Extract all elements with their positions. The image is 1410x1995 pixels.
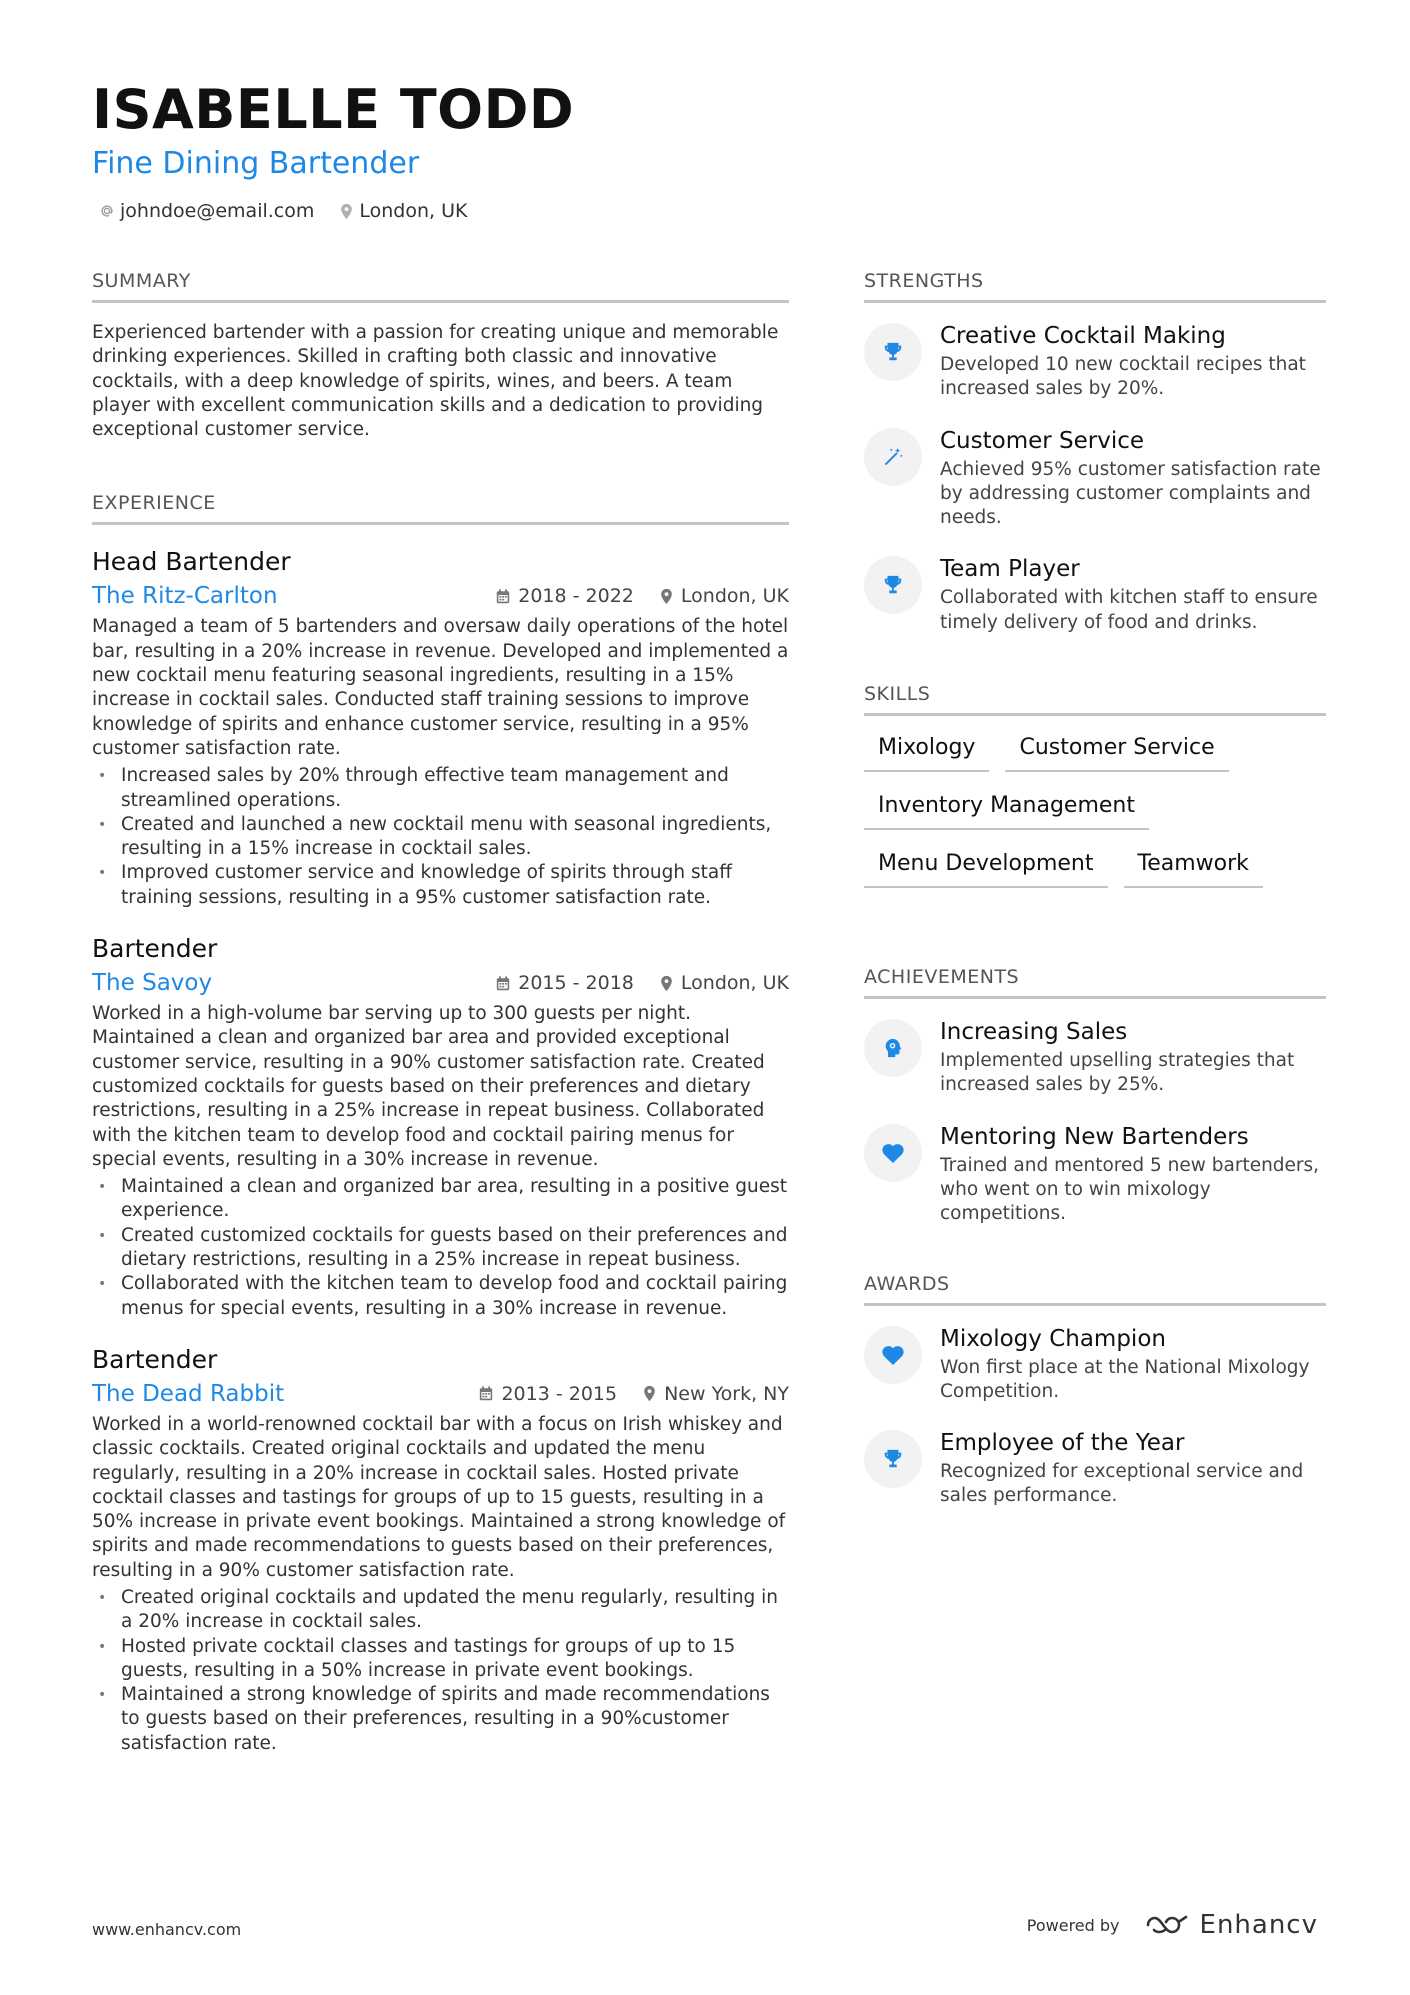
- enhancv-logo-icon: [1144, 1913, 1190, 1937]
- job-entry: [92, 932, 789, 1321]
- job-location: New York, NY: [643, 1383, 789, 1405]
- experience-heading: EXPERIENCE: [92, 490, 789, 525]
- award-title: Mixology Champion: [940, 1325, 1166, 1352]
- strength-item: [864, 554, 1326, 635]
- achievement-item: [864, 1122, 1326, 1227]
- job-title: Head Bartender: [92, 547, 291, 577]
- job-location: London, UK: [660, 972, 789, 994]
- trophy-icon: [864, 1430, 922, 1488]
- right-column: [864, 268, 1326, 1509]
- skill-tag: Mixology: [864, 728, 989, 772]
- awards-section: [864, 1271, 1326, 1509]
- strength-item: [864, 426, 1326, 531]
- summary-text: Experienced bartender with a passion for creating unique and memorable drinking experiences. Skilled in crafting both classic and innovative cocktails, with a deep knowledge of spirits, wines, and beers. A team player with excellent communication skills and a dedication to providing exceptional customer service.: [92, 322, 779, 441]
- at-icon: [100, 204, 114, 218]
- bullet-item: • Hosted private cocktail classes and tastings for groups of up to 15 guests, resulting in a 50% increase in private event bookings.: [92, 1635, 789, 1684]
- calendar-icon: [479, 1386, 493, 1401]
- candidate-title: Fine Dining Bartender: [92, 146, 420, 181]
- skill-tag: Menu Development: [864, 844, 1108, 888]
- skill-tag: Teamwork: [1124, 844, 1263, 888]
- strength-desc: Developed 10 new cocktail recipes that increased sales by 20%.: [940, 354, 1306, 400]
- skill-tag: Customer Service: [1005, 728, 1228, 772]
- strength-title: Team Player: [940, 556, 1080, 583]
- job-title: Bartender: [92, 934, 218, 964]
- skills-section: [864, 681, 1326, 902]
- achievements-section: [864, 964, 1326, 1226]
- experience-section: [92, 490, 789, 1756]
- footer-website[interactable]: www.enhancv.com: [92, 1920, 242, 1939]
- job-dates: 2013 - 2015: [479, 1383, 617, 1405]
- skill-tag: Inventory Management: [864, 786, 1149, 830]
- brand-name: Enhancv: [1199, 1910, 1318, 1940]
- enhancv-logo[interactable]: [1144, 1910, 1318, 1940]
- summary-heading: SUMMARY: [92, 268, 789, 303]
- achievement-desc: Implemented upselling strategies that increased sales by 25%.: [940, 1050, 1295, 1096]
- location-pin-icon: [660, 975, 673, 992]
- award-desc: Won first place at the National Mixology Competition.: [940, 1356, 1310, 1402]
- award-desc: Recognized for exceptional service and sales performance.: [940, 1461, 1304, 1507]
- achievement-item: [864, 1017, 1326, 1098]
- awards-heading: AWARDS: [864, 1271, 1326, 1306]
- job-company: The Ritz-Carlton: [92, 583, 278, 610]
- job-description: Worked in a high-volume bar serving up to 300 guests per night. Maintained a clean and organized bar area and provided exceptional customer service, resulting in a 90% customer satisfaction rate. Created customized cocktails for guests based on their preferences and dietary restrictions, resulting in a 25% increase in repeat business. Collaborated with the kitchen team to develop food and cocktail pairing menus for special events, resulting in a 30% increase in revenue.: [92, 1003, 765, 1170]
- contact-email[interactable]: [100, 200, 314, 222]
- strength-desc: Collaborated with kitchen staff to ensure timely delivery of food and drinks.: [940, 587, 1318, 633]
- strength-title: Creative Cocktail Making: [940, 323, 1226, 349]
- heart-icon: [864, 1326, 922, 1384]
- job-description: Managed a team of 5 bartenders and oversaw daily operations of the hotel bar, resulting in a 20% increase in revenue. Developed and implemented a new cocktail menu featuring seasonal ingredients, resulting in a 15% increase in cocktail sales. Conducted staff training sessions to improve knowledge of spirits and enhance customer service, resulting in a 95% customer satisfaction rate.: [92, 616, 789, 759]
- bullet-item: • Created and launched a new cocktail menu with seasonal ingredients, resulting in a 15% increase in cocktail sales.: [92, 813, 789, 862]
- job-bullets: [92, 1175, 789, 1321]
- contact-location: [340, 200, 467, 222]
- strength-title: Customer Service: [940, 427, 1145, 454]
- achievement-desc: Trained and mentored 5 new bartenders, who went on to win mixology competitions.: [940, 1154, 1320, 1225]
- trophy-icon: [864, 323, 922, 381]
- strengths-section: [864, 268, 1326, 635]
- job-company: The Dead Rabbit: [92, 1380, 285, 1407]
- achievement-title: Mentoring New Bartenders: [940, 1123, 1249, 1150]
- bullet-item: • Maintained a strong knowledge of spirits and made recommendations to guests based on their preferences, resulting in a 90%customer satisfaction rate.: [92, 1683, 789, 1756]
- skills-list: [864, 728, 1326, 902]
- bullet-item: • Created customized cocktails for guests based on their preferences and dietary restrictions, resulting in a 25% increase in repeat business.: [92, 1224, 789, 1273]
- achievements-heading: ACHIEVEMENTS: [864, 964, 1326, 999]
- heart-icon: [864, 1124, 922, 1182]
- job-company: The Savoy: [92, 970, 213, 997]
- job-dates: 2018 - 2022: [496, 585, 634, 607]
- award-item: [864, 1324, 1326, 1405]
- achievement-title: Increasing Sales: [940, 1019, 1128, 1046]
- job-entry: [92, 1343, 789, 1756]
- contact-row: [100, 200, 493, 222]
- job-entry: [92, 545, 789, 910]
- job-description: Worked in a world-renowned cocktail bar with a focus on Irish whiskey and classic cocktails. Created original cocktails and updated the menu regularly, resulting in a 20% increase in cocktail sales. Hosted private cocktail classes and tastings for groups of up to 15 guests, resulting in a 50% increase in private event bookings. Maintained a strong knowledge of spirits and made recommendations to guests based on their preferences, resulting in a 90% customer satisfaction rate.: [92, 1413, 786, 1581]
- strengths-heading: STRENGTHS: [864, 268, 1326, 303]
- left-column: [92, 268, 789, 1756]
- calendar-icon: [496, 589, 510, 604]
- job-bullets: [92, 1586, 789, 1756]
- job-title: Bartender: [92, 1344, 218, 1374]
- bullet-item: • Maintained a clean and organized bar area, resulting in a positive guest experience.: [92, 1175, 789, 1224]
- email-text: johndoe@email.com: [120, 200, 315, 222]
- trophy-icon: [864, 556, 922, 614]
- job-dates: 2015 - 2018: [496, 972, 634, 994]
- strength-desc: Achieved 95% customer satisfaction rate by addressing customer complaints and needs.: [940, 458, 1321, 529]
- summary-section: [92, 268, 789, 442]
- job-location: London, UK: [660, 585, 789, 607]
- location-text: London, UK: [359, 200, 468, 222]
- calendar-icon: [496, 976, 510, 991]
- location-pin-icon: [660, 588, 673, 605]
- location-pin-icon: [643, 1385, 656, 1402]
- skills-heading: SKILLS: [864, 681, 1326, 716]
- award-title: Employee of the Year: [940, 1430, 1185, 1457]
- brain-head-icon: [864, 1019, 922, 1077]
- powered-by-label: Powered by: [1026, 1915, 1120, 1935]
- candidate-name: ISABELLE TODD: [92, 78, 575, 141]
- location-pin-icon: [340, 203, 353, 220]
- footer-branding: [1027, 1910, 1318, 1940]
- job-bullets: [92, 764, 789, 910]
- bullet-item: • Increased sales by 20% through effective team management and streamlined operations.: [92, 764, 789, 813]
- bullet-item: • Collaborated with the kitchen team to develop food and cocktail pairing menus for special events, resulting in a 30% increase in revenue.: [92, 1272, 789, 1321]
- bullet-item: • Created original cocktails and updated the menu regularly, resulting in a 20% increase in cocktail sales.: [92, 1586, 789, 1635]
- magic-wand-icon: [864, 428, 922, 486]
- strength-item: [864, 321, 1326, 402]
- bullet-item: • Improved customer service and knowledge of spirits through staff training sessions, resulting in a 95% customer satisfaction rate.: [92, 861, 789, 910]
- award-item: [864, 1428, 1326, 1509]
